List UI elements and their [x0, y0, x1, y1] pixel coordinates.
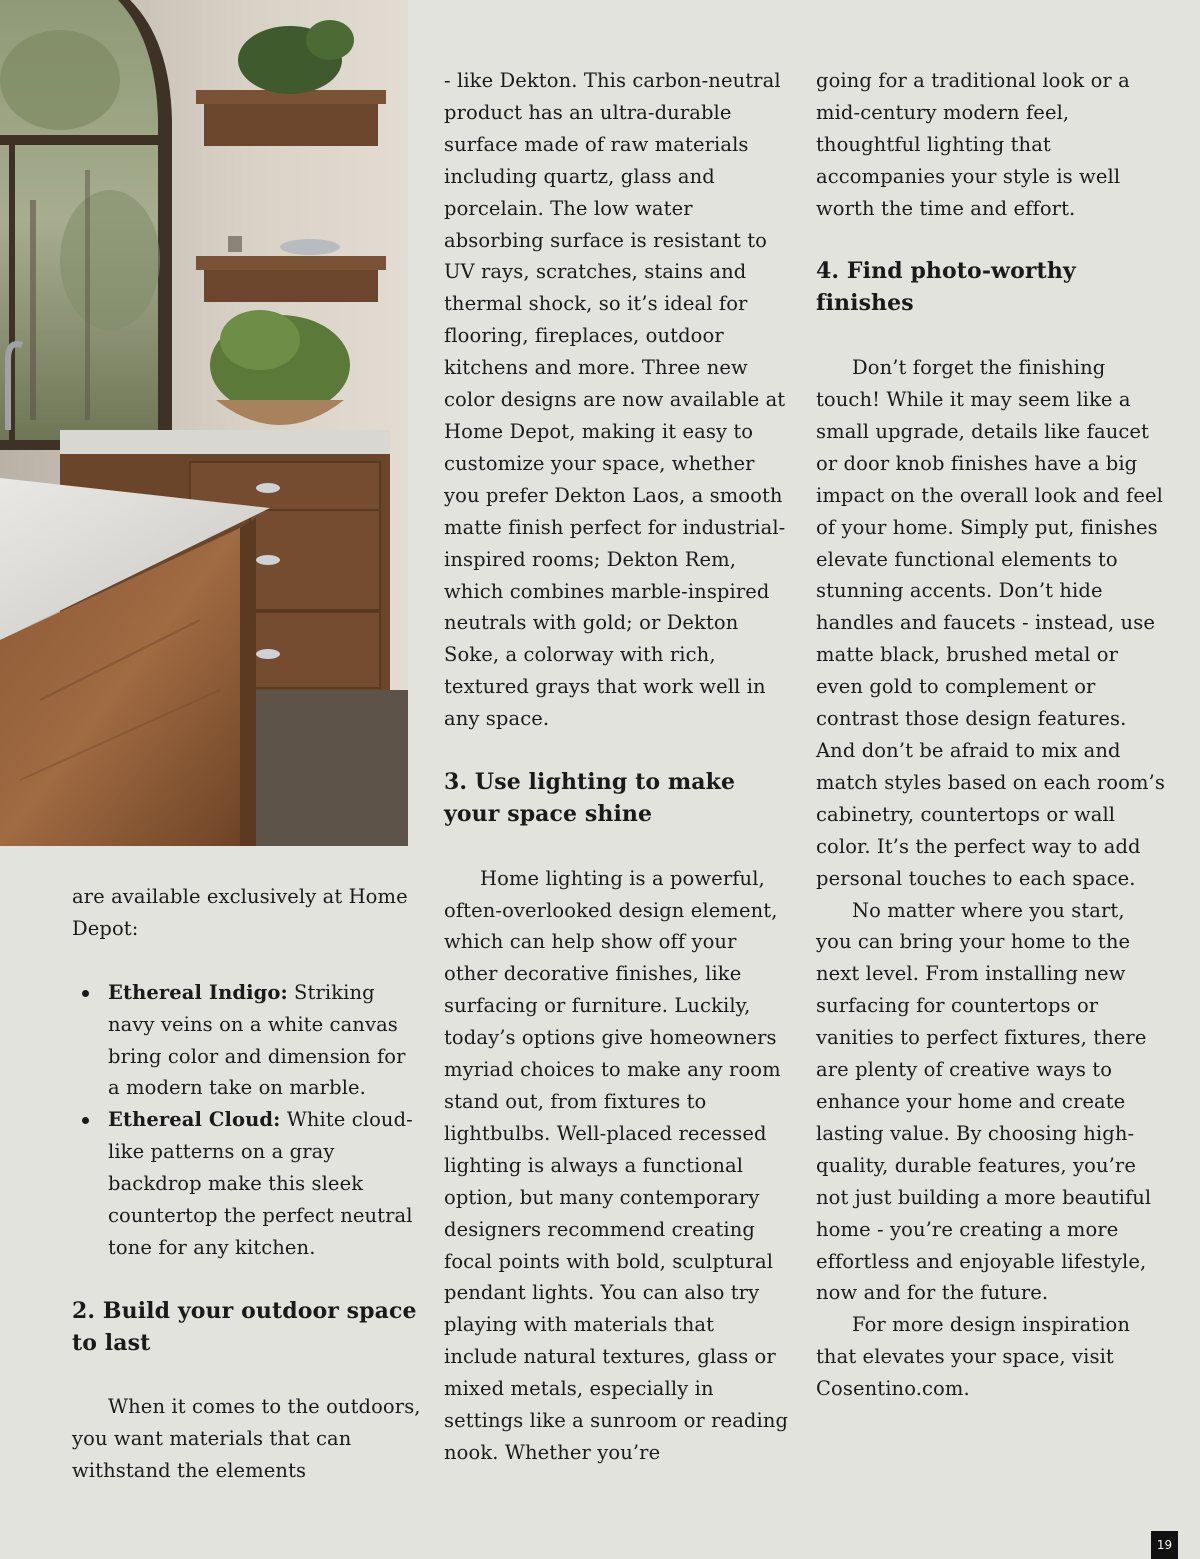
- column-middle: [444, 65, 789, 1469]
- paragraph: When it comes to the outdoors, you want materials that can withstand the elements: [72, 1395, 421, 1483]
- section-heading-outdoor: 2. Build your outdoor space to last: [72, 1297, 417, 1356]
- list-item: [108, 977, 422, 1105]
- section-heading-finishes: 4. Find photo-worthy finishes: [816, 258, 1076, 317]
- intro-text: are available exclusively at Home Depot:: [72, 885, 408, 940]
- column-right: [816, 65, 1166, 1405]
- paragraph: For more design inspiration that elevates your space, visit Cosentino.com.: [816, 1313, 1131, 1401]
- list-item-text: White cloud-like patterns on a gray backdrop make this sleek countertop the perfect neutral tone for any kitchen.: [108, 1108, 413, 1259]
- list-item: [108, 1104, 422, 1264]
- list-item-text: Striking navy veins on a white canvas bring color and dimension for a modern take on marble.: [108, 980, 406, 1100]
- paragraph: No matter where you start, you can bring your home to the next level. From installing new surfacing for countertops or vanities to perfect fixtures, there are plenty of creative ways to enhance your home and create lasting value. By choosing high-quality, durable features, you’re not just building a more beautiful home - you’re creating a more effortless and enjoyable lifestyle, now and for the future.: [816, 898, 1152, 1305]
- paragraph: Don’t forget the finishing touch! While it may seem like a small upgrade, details like faucet or door knob finishes have a big impact on the overall look and feel of your home. Simply put, finishes elevate functional elements to stunning accents. Don’t hide handles and faucets - instead, use matte black, brushed metal or even gold to complement or contrast those design features. And don’t be afraid to mix and match styles based on each room’s cabinetry, countertops or wall color. It’s the perfect way to add personal touches to each space.: [816, 356, 1165, 890]
- paragraph: - like Dekton. This carbon-neutral product has an ultra-durable surface made of raw materials including quartz, glass and porcelain. The low water absorbing surface is resistant to UV rays, scratches, stains and thermal shock, so it’s ideal for flooring, fireplaces, outdoor kitchens and more. Three new color designs are now available at Home Depot, making it easy to customize your space, whether you prefer Dekton Laos, a smooth matte finish perfect for industrial-inspired rooms; Dekton Rem, which combines marble-inspired neutrals with gold; or Dekton Soke, a colorway with rich, textured grays that work well in any space.: [444, 69, 786, 731]
- kitchen-photo: [0, 0, 408, 846]
- list-item-name: Ethereal Indigo:: [108, 980, 288, 1004]
- paragraph: going for a traditional look or a mid-century modern feel, thoughtful lighting that accompanies your style is well worth the time and effort.: [816, 69, 1130, 220]
- countertop-list: [72, 977, 422, 1264]
- column-left: [72, 881, 422, 1487]
- page-number: 19: [1151, 1531, 1178, 1559]
- paragraph: Home lighting is a powerful, often-overlooked design element, which can help show off your other decorative finishes, like surfacing or furniture. Luckily, today’s options give homeowners myriad choices to make any room stand out, from fixtures to lightbulbs. Well-placed recessed lighting is always a functional option, but many contemporary designers recommend creating focal points with bold, sculptural pendant lights. You can also try playing with materials that include natural textures, glass or mixed metals, especially in settings like a sunroom or reading nook. Whether you’re: [444, 866, 789, 1464]
- section-heading-lighting: 3. Use lighting to make your space shine: [444, 768, 736, 827]
- list-item-name: Ethereal Cloud:: [108, 1108, 281, 1132]
